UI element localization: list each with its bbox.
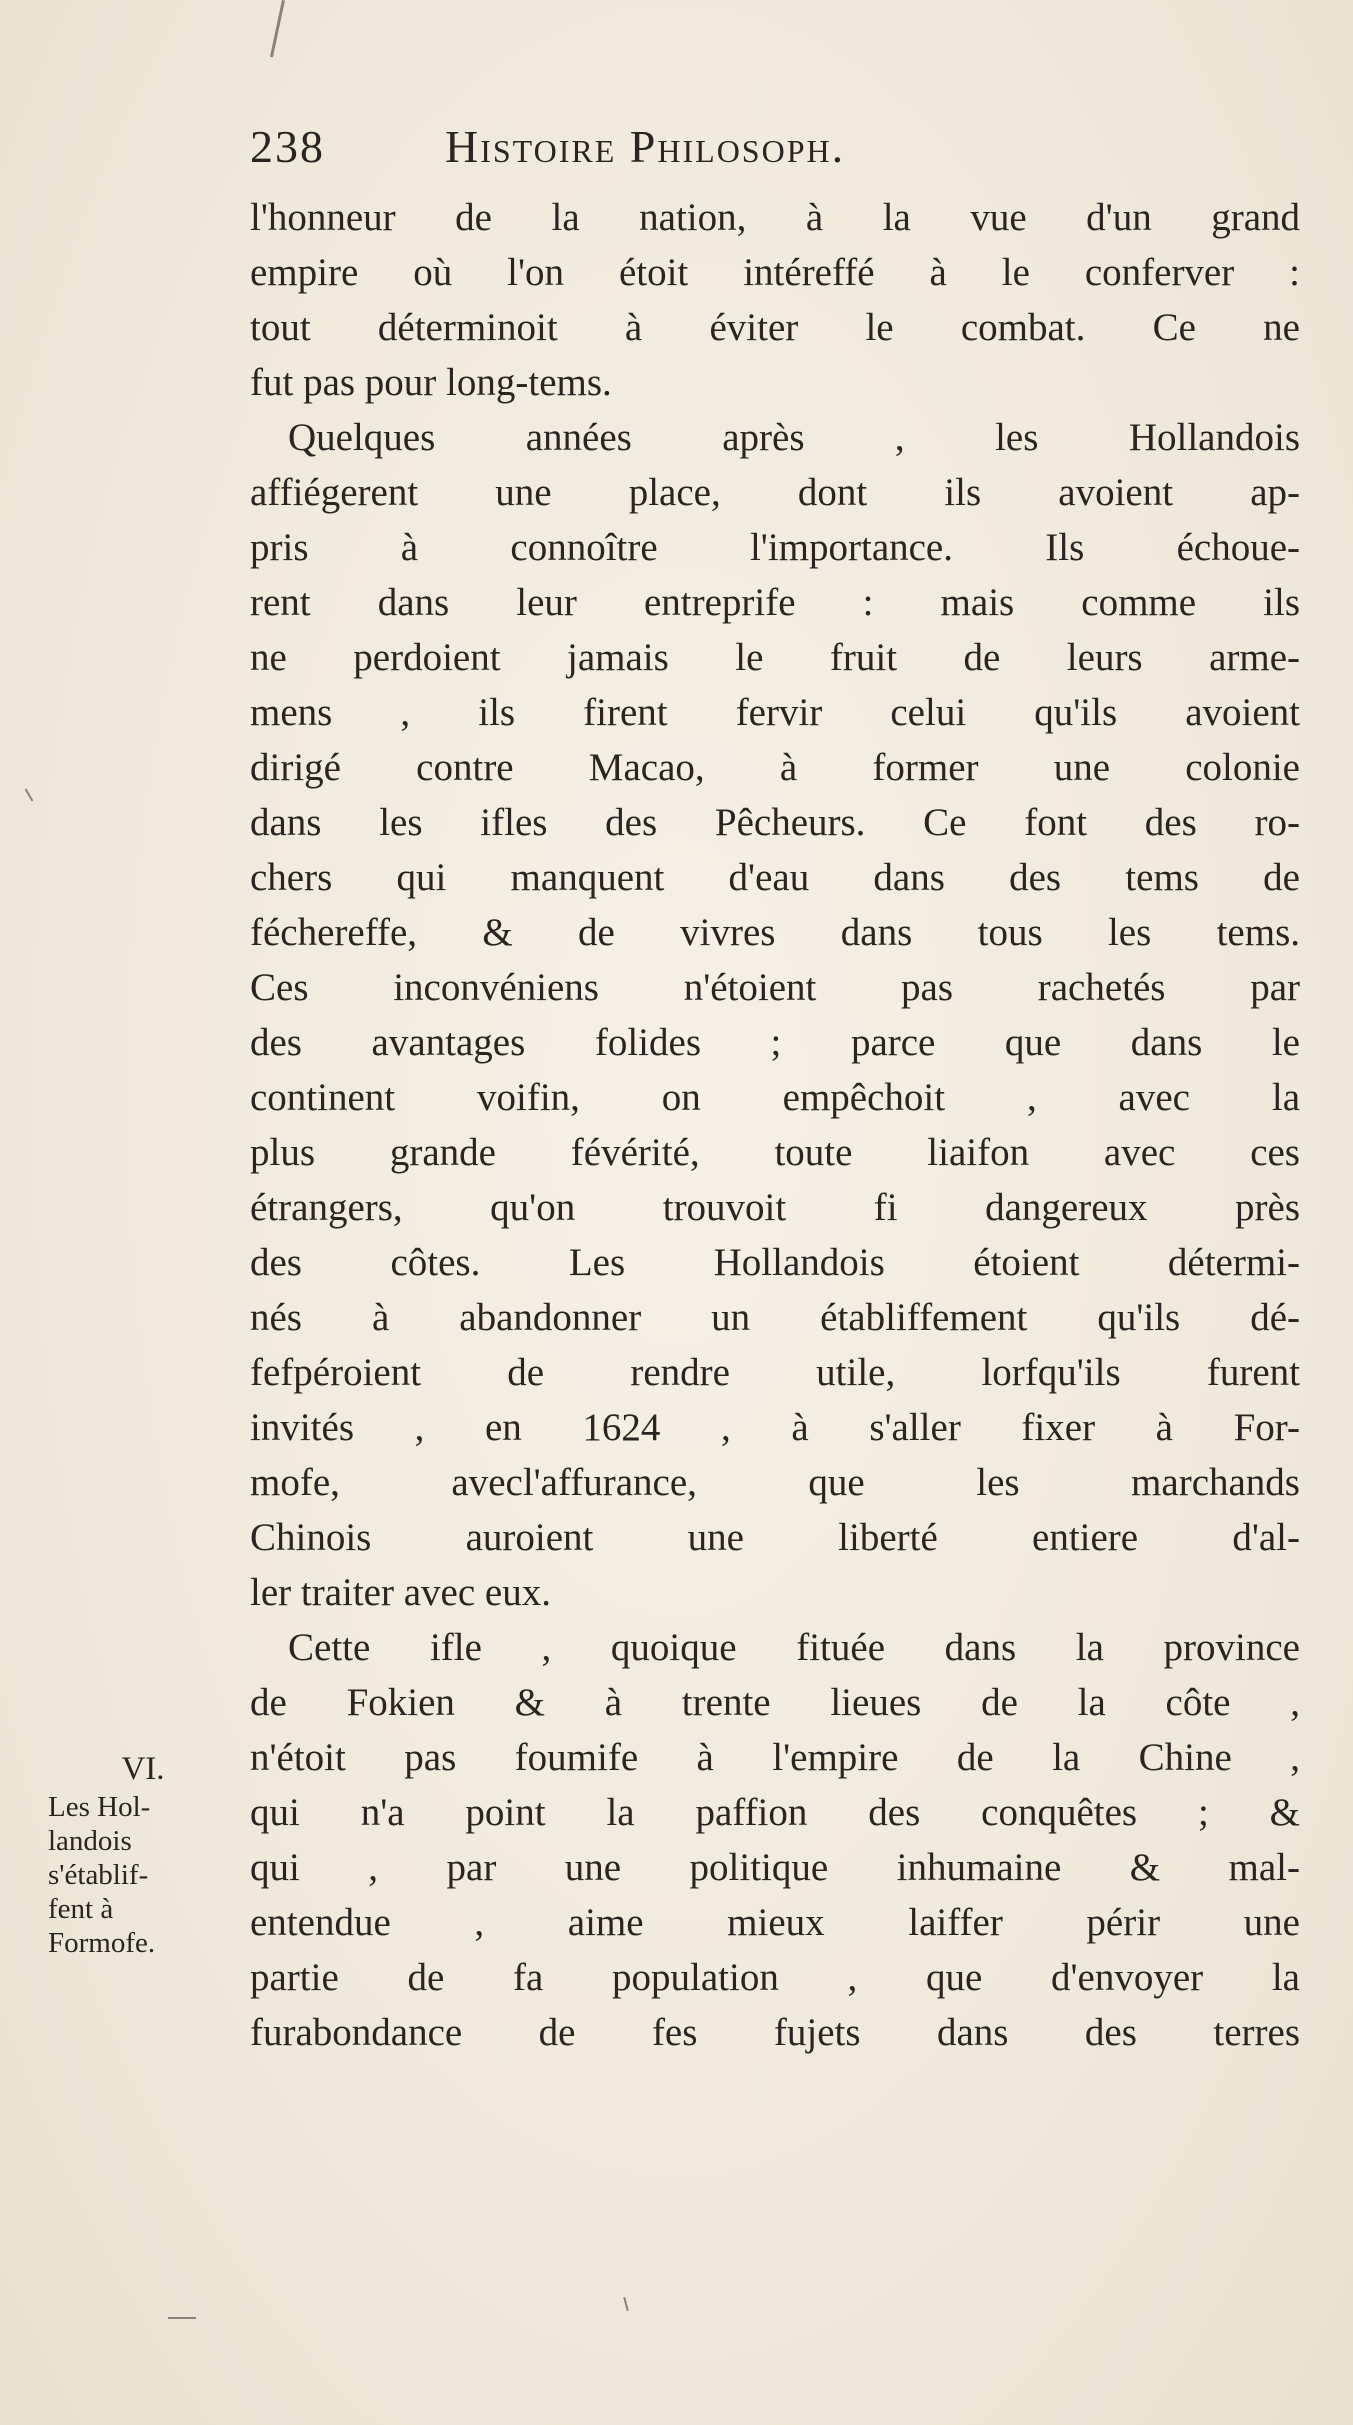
text-line: fefpéroient de rendre utile, lorfqu'ils furent [250, 1351, 1300, 1394]
text-line: ler traiter avec eux. [250, 1571, 551, 1614]
text-line: mofe, avecl'affurance, que les marchands [250, 1461, 1300, 1504]
ink-mark [270, 0, 285, 57]
text-line: plus grande févérité, toute liaifon avec ces [250, 1131, 1300, 1174]
ink-mark [168, 2317, 196, 2319]
text-line: Chinois auroient une liberté entiere d'al- [250, 1516, 1300, 1559]
text-line: étrangers, qu'on trouvoit fi dangereux près [250, 1186, 1300, 1229]
text-line: invités , en 1624 , à s'aller fixer à For- [250, 1406, 1300, 1449]
text-line: des côtes. Les Hollandois étoient détermi- [250, 1241, 1300, 1284]
text-line: l'honneur de la nation, à la vue d'un grand [250, 196, 1300, 239]
margin-note-line: fent à [48, 1893, 114, 1925]
text-line: tout déterminoit à éviter le combat. Ce ne [250, 306, 1300, 349]
text-line: dirigé contre Macao, à former une colonie [250, 746, 1300, 789]
text-line: ne perdoient jamais le fruit de leurs arme- [250, 636, 1300, 679]
margin-note-line: s'établif- [48, 1859, 149, 1891]
text-line: Ces inconvéniens n'étoient pas rachetés par [250, 966, 1300, 1009]
margin-note-line: Formofe. [48, 1927, 156, 1959]
text-line: entendue , aime mieux laiffer périr une [250, 1901, 1300, 1944]
text-line: continent voifin, on empêchoit , avec la [250, 1076, 1300, 1119]
text-line: des avantages folides ; parce que dans le [250, 1021, 1300, 1064]
text-line: dans les ifles des Pêcheurs. Ce font des ro- [250, 801, 1300, 844]
text-line: affiégerent une place, dont ils avoient ap- [250, 471, 1300, 514]
text-line: qui , par une politique inhumaine & mal- [250, 1846, 1300, 1889]
page-header [250, 110, 1300, 180]
text-line: qui n'a point la paffion des conquêtes ; & [250, 1791, 1300, 1834]
body-text [250, 190, 1300, 2060]
margin-note-line: landois [48, 1825, 132, 1857]
text-line: partie de fa population , que d'envoyer la [250, 1956, 1300, 1999]
page-number: 238 [250, 121, 325, 172]
margin-note-line: Les Hol- [48, 1791, 151, 1823]
text-line: mens , ils firent fervir celui qu'ils avoient [250, 691, 1300, 734]
text-line: nés à abandonner un établiffement qu'ils dé- [250, 1296, 1300, 1339]
margin-note-number: VI. [121, 1751, 165, 1787]
text-line: pris à connoître l'importance. Ils échoue- [250, 526, 1300, 569]
ink-mark [25, 788, 34, 801]
text-line: Cette ifle , quoique fituée dans la province [288, 1626, 1300, 1669]
ink-mark [623, 2297, 629, 2311]
running-title: Histoire Philosoph. [445, 121, 846, 172]
text-line: de Fokien & à trente lieues de la côte , [250, 1681, 1300, 1724]
text-line: Quelques années après , les Hollandois [288, 416, 1300, 459]
text-line: chers qui manquent d'eau dans des tems de [250, 856, 1300, 899]
text-line: n'étoit pas foumife à l'empire de la Chine , [250, 1736, 1300, 1779]
margin-note [48, 1752, 238, 1960]
text-line: rent dans leur entreprife : mais comme ils [250, 581, 1300, 624]
text-line: empire où l'on étoit intéreffé à le conferver : [250, 251, 1300, 294]
text-line: fut pas pour long-tems. [250, 361, 612, 404]
text-line: furabondance de fes fujets dans des terres [250, 2011, 1300, 2054]
text-line: féchereffe, & de vivres dans tous les tems. [250, 911, 1300, 954]
